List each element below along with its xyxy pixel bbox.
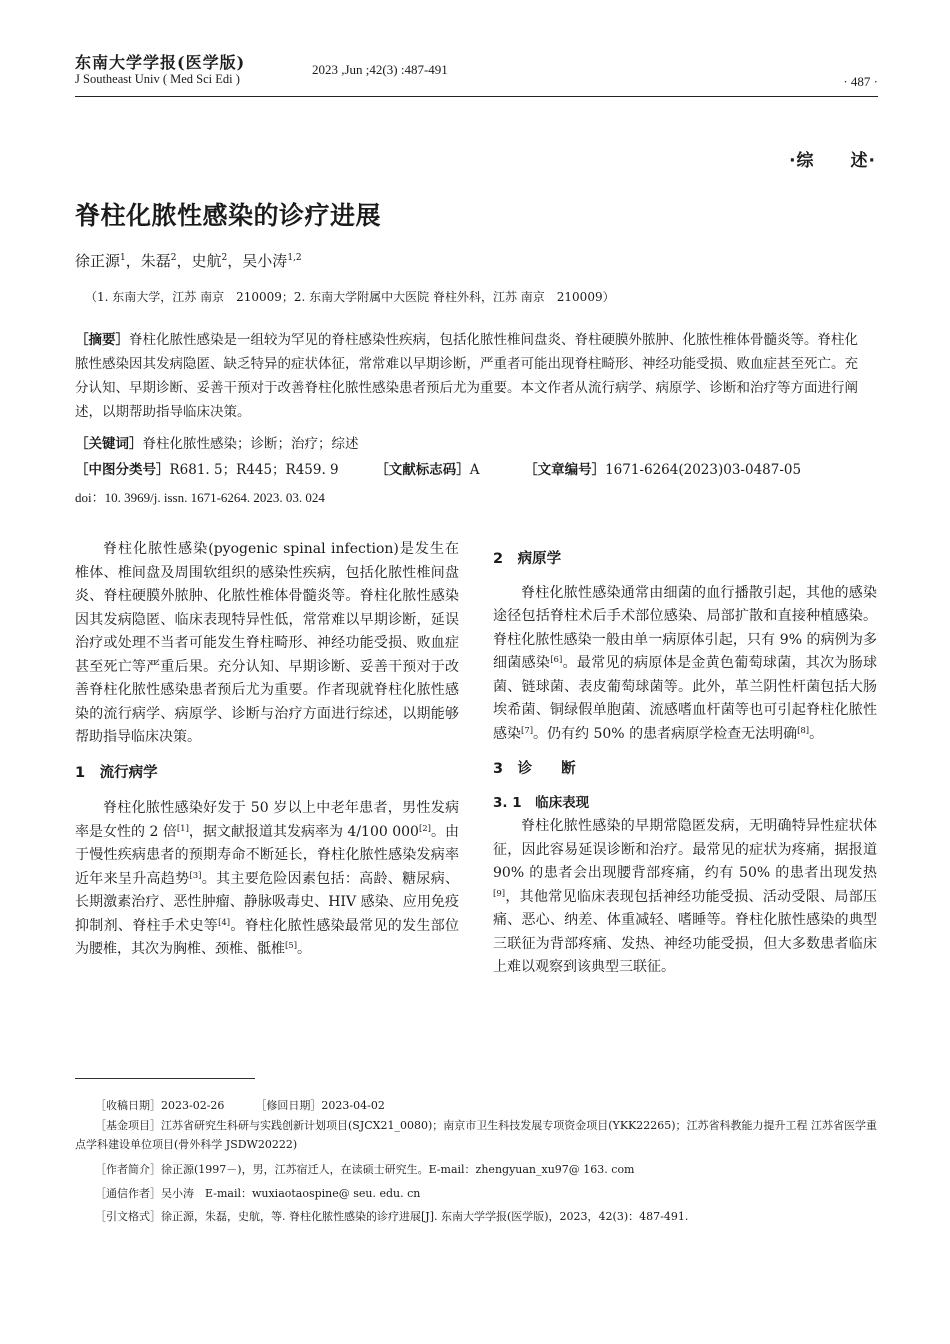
epidemiology-paragraph: [75, 797, 459, 962]
keywords: [75, 432, 865, 456]
article-no-tag: ［文章编号］: [524, 462, 606, 478]
classification-row: [75, 458, 865, 482]
author-sep: ，: [176, 252, 192, 270]
author-affil-mark: 2: [170, 253, 177, 263]
author-list: [75, 250, 302, 271]
doc-code-tag: ［文献标志码］: [375, 462, 470, 478]
abstract-tag: ［摘要］: [75, 332, 129, 348]
body-column-left: [75, 538, 459, 962]
fund-text: 江苏省研究生科研与实践创新计划项目(SJCX21_0080)；南京市卫生科技发展专项资金项目(YKK22265)；江苏省科教能力提升工程 江苏省医学重点学科建设单位项目(骨外科学 JSDW20222): [75, 1119, 878, 1151]
author-sep: ，: [227, 252, 243, 270]
etiology-paragraph: [493, 582, 877, 747]
received-date: 2023-02-26: [161, 1099, 225, 1112]
text-run: 。: [809, 725, 824, 742]
article-title: 脊柱化脓性感染的诊疗进展: [75, 201, 382, 230]
citation-ref[interactable]: [4]: [218, 917, 231, 928]
author-affil-mark: 2: [221, 253, 228, 263]
corr-text: 吴小涛 E-mail：wuxiaotaospine@ seu. edu. cn: [161, 1187, 421, 1200]
text-run: 。最常见的病原体是金黄色葡萄球菌，其次为肠球菌、链球菌、表皮葡萄球菌等。此外，革兰阴性杆菌包括大肠埃希菌、铜绿假单胞菌、流感嗜血杆菌等也可引起脊柱化脓性感染: [493, 655, 878, 742]
footnote-citation: [75, 1207, 878, 1226]
text-run: 。仍有约 50% 的患者病原学检查无法明确: [533, 725, 798, 742]
clc-value: R681. 5；R445；R459. 9: [169, 462, 339, 478]
keywords-tag: ［关键词］: [75, 436, 143, 452]
author-name: 史航: [191, 252, 222, 270]
text-run: 。由于慢性疾病患者的预期寿命不断延长，脊柱化脓性感染发病率近年来呈升高趋势: [75, 823, 460, 887]
footnote-author-bio: [75, 1160, 878, 1179]
revised-tag: ［修回日期］: [255, 1099, 322, 1112]
clc-tag: ［中图分类号］: [75, 462, 170, 478]
clinical-paragraph: [493, 815, 877, 980]
footnote-funding: [75, 1116, 878, 1154]
citation-ref[interactable]: [6]: [550, 654, 563, 665]
citation-ref[interactable]: [7]: [521, 725, 534, 736]
author-name: 朱磊: [140, 252, 171, 270]
section-heading: 3 诊 断: [493, 761, 576, 777]
text-run: 。其主要危险因素包括：高龄、糖尿病、长期激素治疗、恶性肿瘤、静脉吸毒史、HIV 感染、应用免疫抑制剂、脊柱手术史等: [75, 870, 460, 934]
abstract-text: 脊柱化脓性感染是一组较为罕见的脊柱感染性疾病，包括化脓性椎间盘炎、脊柱硬膜外脓肿、化脓性椎体骨髓炎等。脊柱化脓性感染因其发病隐匿、缺乏特异的症状体征，常常难以早期诊断，严重者可能出现脊柱畸形、神经功能受损、败血症甚至死亡。充分认知、早期诊断、妥善干预对于改善脊柱化脓性感染患者预后尤为重要。本文作者从流行病学、病原学、诊断和治疗等方面进行阐述，以期帮助指导临床决策。: [75, 332, 858, 420]
section-heading: 2 病原学: [493, 551, 562, 567]
page-number: · 487 ·: [843, 74, 878, 89]
intro-paragraph: 脊柱化脓性感染(pyogenic spinal infection)是发生在椎体、椎间盘及周围软组织的感染性疾病，包括化脓性椎间盘炎、脊柱硬膜外脓肿、化脓性椎体骨髓炎等。脊柱化脓性感染因其发病隐匿、临床表现特异性低，常常难以早期诊断，延误治疗或处理不当者可能发生脊柱畸形、神经功能受损、败血症甚至死亡等严重后果。充分认知、早期诊断、妥善干预对于改善脊柱化脓性感染患者预后尤为重要。作者现就脊柱化脓性感染的流行病学、病原学、诊断与治疗方面进行综述，以期能够帮助指导临床决策。: [75, 541, 459, 745]
section-label: ·综 述·: [789, 151, 876, 171]
text-run: 脊柱化脓性感染好发于 50 岁以上中老年患者，男性发病率是女性的 2 倍: [75, 800, 459, 840]
citation-ref[interactable]: [9]: [493, 888, 506, 899]
abstract: [75, 328, 865, 424]
text-run: 。脊柱化脓性感染最常见的发生部位为腰椎，其次为胸椎、颈椎、骶椎: [75, 917, 460, 957]
journal-title-en: J Southeast Univ ( Med Sci Edi ): [75, 72, 240, 86]
body-column-right: [493, 538, 877, 980]
author-bio-tag: ［作者简介］: [95, 1163, 161, 1176]
footnote-dates: [75, 1096, 878, 1115]
section-heading: 1 流行病学: [75, 764, 158, 781]
cite-text: 徐正源，朱磊，史航，等. 脊柱化脓性感染的诊疗进展[J]. 东南大学学报(医学版)，2023，42(3)：487-491.: [161, 1210, 689, 1223]
doc-code-value: A: [469, 462, 480, 478]
text-run: ，其他常见临床表现包括神经功能受损、活动受限、局部压痛、恶心、纳差、体重减轻、嗜睡等。脊柱化脓性感染的典型三联征为背部疼痛、发热、神经功能受损，但大多数患者临床上难以观察到该典型三联征。: [493, 888, 877, 975]
keywords-text: 脊柱化脓性感染；诊断；治疗；综述: [142, 436, 359, 452]
received-tag: ［收稿日期］: [95, 1099, 161, 1112]
citation-ref[interactable]: [8]: [797, 725, 810, 736]
author-sep: ，: [125, 252, 141, 270]
text-run: ，据文献报道其发病率为 4/100 000: [188, 823, 419, 840]
citation-ref[interactable]: [3]: [189, 870, 202, 881]
fund-tag: ［基金项目］: [95, 1119, 161, 1132]
affiliations: （1. 东南大学，江苏 南京 210009；2. 东南大学附属中大医院 脊柱外科，江苏 南京 210009）: [85, 290, 615, 304]
author-name: 吴小涛: [242, 252, 288, 270]
doi: doi：10. 3969/j. issn. 1671-6264. 2023. 03. 024: [75, 490, 325, 505]
header-rule: [75, 96, 878, 97]
journal-title: 东南大学学报(医学版): [75, 53, 246, 72]
revised-date: 2023-04-02: [321, 1099, 385, 1112]
footnote-correspondence: [75, 1184, 878, 1203]
author-affil-mark: 1: [120, 253, 126, 263]
text-run: 脊柱化脓性感染的早期常隐匿发病，无明确特异性症状体征，因此容易延误诊断和治疗。最常见的症状为疼痛，据报道 90% 的患者会出现腰背部疼痛，约有 50% 的患者出现发热: [493, 818, 877, 881]
issue-info: 2023 ,Jun ;42(3) :487-491: [312, 62, 448, 77]
corr-tag: ［通信作者］: [95, 1187, 161, 1200]
citation-ref[interactable]: [2]: [418, 823, 431, 834]
cite-tag: ［引文格式］: [95, 1210, 161, 1223]
footnote-rule: [75, 1078, 255, 1079]
author-affil-mark: 1,2: [287, 253, 302, 263]
subsection-heading: 3. 1 临床表现: [493, 794, 590, 811]
text-run: 。: [297, 941, 312, 957]
article-no-value: 1671-6264(2023)03-0487-05: [605, 462, 802, 478]
text-run: 脊柱化脓性感染通常由细菌的血行播散引起，其他的感染途径包括脊柱术后手术部位感染、局部扩散和直接种植感染。脊柱化脓性感染一般由单一病原体引起，只有 9% 的病例为多细菌感染: [493, 584, 877, 671]
citation-ref[interactable]: [1]: [176, 823, 189, 834]
author-name: 徐正源: [75, 252, 121, 270]
citation-ref[interactable]: [5]: [285, 940, 298, 951]
author-bio-text: 徐正源(1997－)，男，江苏宿迁人，在读硕士研究生。E-mail：zhengyuan_xu97@ 163. com: [161, 1163, 635, 1176]
